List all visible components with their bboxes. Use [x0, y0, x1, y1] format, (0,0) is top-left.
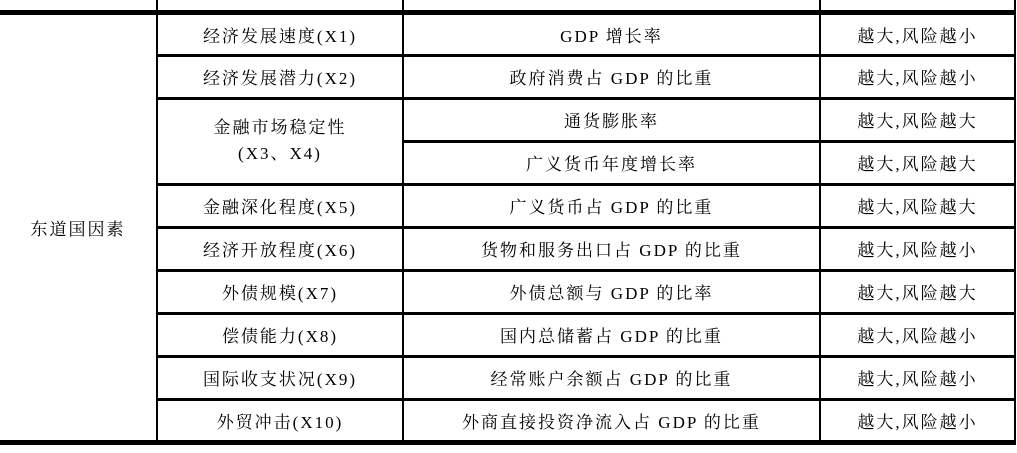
indicator-cell: 外债总额与 GDP 的比率 — [403, 270, 820, 313]
partial-cell — [157, 0, 403, 12]
factor-cell: 外贸冲击(X10) — [157, 399, 403, 442]
indicator-cell: 广义货币占 GDP 的比重 — [403, 184, 820, 227]
table-row — [0, 12, 1015, 55]
indicator-cell: 广义货币年度增长率 — [403, 141, 820, 184]
direction-cell: 越大,风险越小 — [820, 356, 1015, 399]
partial-cell — [820, 0, 1015, 12]
direction-cell: 越大,风险越小 — [820, 55, 1015, 98]
indicator-cell: 政府消费占 GDP 的比重 — [403, 55, 820, 98]
factor-cell: 经济开放程度(X6) — [157, 227, 403, 270]
factor-cell: 金融深化程度(X5) — [157, 184, 403, 227]
indicator-cell: 国内总储蓄占 GDP 的比重 — [403, 313, 820, 356]
factor-line-1: 金融市场稳定性 — [213, 117, 347, 137]
group-cell: 东道国因素 — [0, 12, 157, 442]
indicator-cell: 经常账户余额占 GDP 的比重 — [403, 356, 820, 399]
factor-cell: 国际收支状况(X9) — [157, 356, 403, 399]
direction-cell: 越大,风险越大 — [820, 184, 1015, 227]
factor-cell-merged — [157, 98, 403, 184]
direction-cell: 越大,风险越小 — [820, 227, 1015, 270]
direction-cell: 越大,风险越大 — [820, 98, 1015, 141]
partial-cell — [403, 0, 820, 12]
direction-cell: 越大,风险越小 — [820, 12, 1015, 55]
indicator-cell: GDP 增长率 — [403, 12, 820, 55]
indicator-cell: 通货膨胀率 — [403, 98, 820, 141]
direction-cell: 越大,风险越小 — [820, 399, 1015, 442]
factor-cell: 外债规模(X7) — [157, 270, 403, 313]
factor-cell: 经济发展速度(X1) — [157, 12, 403, 55]
table-row-partial — [0, 0, 1015, 12]
factor-line-2: (X3、X4) — [238, 144, 322, 163]
direction-cell: 越大,风险越大 — [820, 141, 1015, 184]
factor-cell: 偿债能力(X8) — [157, 313, 403, 356]
direction-cell: 越大,风险越大 — [820, 270, 1015, 313]
direction-cell: 越大,风险越小 — [820, 313, 1015, 356]
factor-cell: 经济发展潜力(X2) — [157, 55, 403, 98]
partial-cell — [0, 0, 157, 12]
indicator-cell: 外商直接投资净流入占 GDP 的比重 — [403, 399, 820, 442]
indicator-cell: 货物和服务出口占 GDP 的比重 — [403, 227, 820, 270]
